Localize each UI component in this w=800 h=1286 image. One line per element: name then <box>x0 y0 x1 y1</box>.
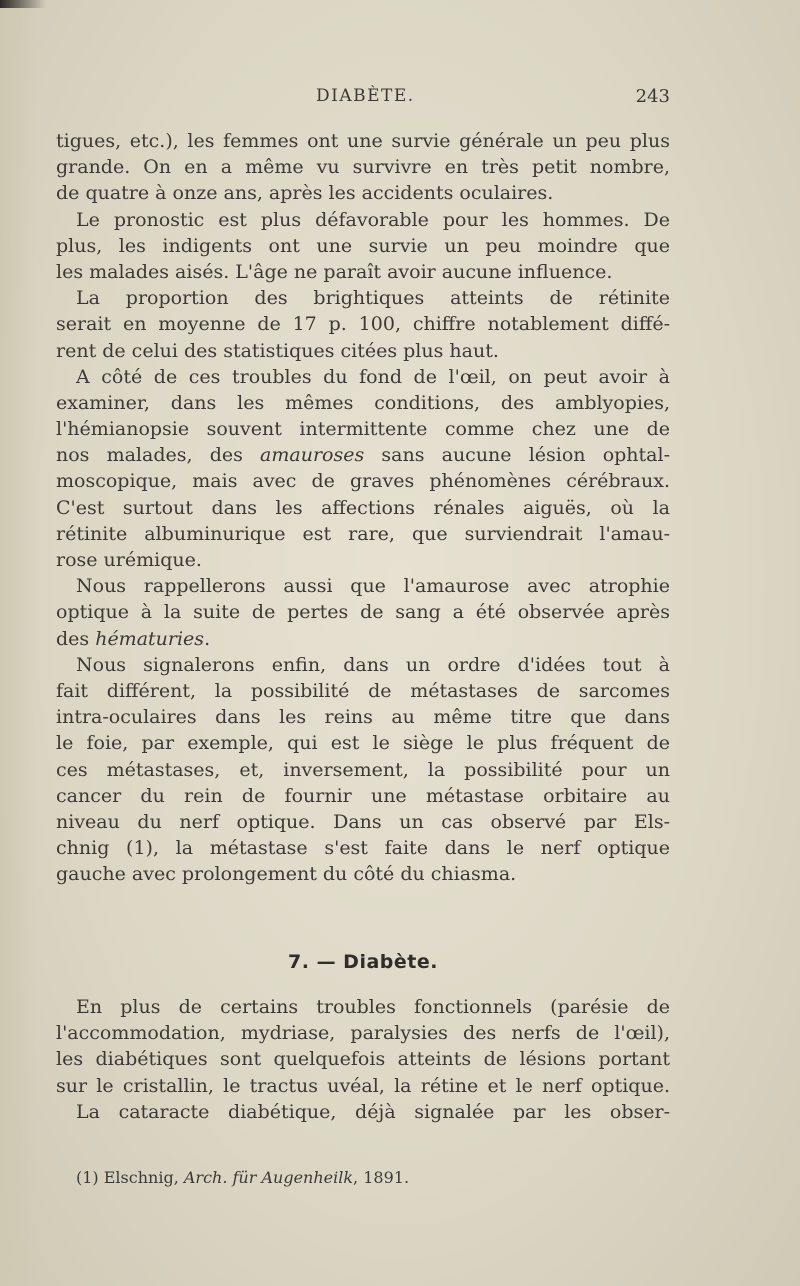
footnote <box>76 1168 409 1187</box>
text-segment: . <box>204 627 211 650</box>
text-line: intra-oculaires dans les reins au même titre que dans <box>56 706 670 729</box>
text-line: rétinite albuminurique est rare, que surviendrait l'amau- <box>56 522 670 545</box>
text-segment: des <box>56 627 96 650</box>
text-line: C'est surtout dans les affections rénales aiguës, où la <box>56 496 670 519</box>
section-heading: 7. — Diabète. <box>288 951 438 973</box>
italic-term: amauroses <box>260 444 365 467</box>
text-line <box>56 442 670 468</box>
body-text-section-diabete <box>56 994 670 1125</box>
text-line <box>56 626 670 652</box>
text-line: les malades aisés. L'âge ne paraît avoir aucune influence. <box>56 260 613 283</box>
text-line: La proportion des brightiques atteints de rétinite <box>76 287 670 310</box>
text-line: chnig (1), la métastase s'est faite dans le nerf optique <box>56 837 670 860</box>
text-line: optique à la suite de pertes de sang a été observée après <box>56 601 670 624</box>
text-line: La cataracte diabétique, déjà signalée par les obser- <box>76 1100 670 1123</box>
text-segment: nos malades, des <box>56 444 261 467</box>
text-line: A côté de ces troubles du fond de l'œil, on peut avoir à <box>76 365 670 388</box>
text-line: les diabétiques sont quelquefois atteints de lésions portant <box>56 1048 670 1071</box>
italic-term: hématuries <box>95 627 205 650</box>
text-line: fait différent, la possibilité de métastases de sarcomes <box>56 679 670 702</box>
text-line: de quatre à onze ans, après les accidents oculaires. <box>56 182 554 205</box>
running-title: DIABÈTE. <box>316 86 415 106</box>
footnote-marker: (1) Elschnig, <box>76 1168 184 1187</box>
text-line: sur le cristallin, le tractus uvéal, la rétine et le nerf optique. <box>56 1074 670 1097</box>
text-line: niveau du nerf optique. Dans un cas observé par Els- <box>56 810 670 833</box>
text-line: grande. On en a même vu survivre en très petit nombre, <box>56 156 670 179</box>
text-line: le foie, par exemple, qui est le siège le plus fréquent de <box>56 732 670 755</box>
text-line: serait en moyenne de 17 p. 100, chiffre notablement diffé- <box>56 313 670 336</box>
text-line: Le pronostic est plus défavorable pour les hommes. De <box>76 208 670 231</box>
text-segment: sans aucune lésion ophtal- <box>364 444 670 467</box>
text-line: moscopique, mais avec de graves phénomènes cérébraux. <box>56 470 670 493</box>
text-line: l'hémianopsie souvent intermittente comme chez une de <box>56 418 670 441</box>
text-line: En plus de certains troubles fonctionnels (parésie de <box>76 996 670 1018</box>
text-line: ces métastases, et, inversement, la possibilité pour un <box>56 758 670 781</box>
text-line: rent de celui des statistiques citées plus haut. <box>56 339 499 362</box>
footnote-rest: , 1891. <box>353 1168 410 1187</box>
corner-mark <box>0 0 46 8</box>
text-line: gauche avec prolongement du côté du chiasma. <box>56 863 517 886</box>
text-line: tigues, etc.), les femmes ont une survie générale un peu plus <box>56 130 670 152</box>
footnote-journal: Arch. für Augenheilk <box>183 1168 354 1187</box>
text-line: examiner, dans les mêmes conditions, des amblyopies, <box>56 391 670 414</box>
text-line: plus, les indigents ont une survie un peu moindre que <box>56 234 670 257</box>
page-number: 243 <box>635 86 670 107</box>
text-line: Nous rappellerons aussi que l'amaurose avec atrophie <box>76 575 670 598</box>
text-line: rose urémique. <box>56 549 202 571</box>
running-head <box>56 86 670 114</box>
page-edge-shadow <box>0 0 38 1286</box>
text-line: Nous signalerons enfin, dans un ordre d'idées tout à <box>76 653 670 676</box>
text-line: l'accommodation, mydriase, paralysies des nerfs de l'œil), <box>56 1022 670 1045</box>
body-text <box>56 128 670 887</box>
text-line: cancer du rein de fournir une métastase orbitaire au <box>56 784 670 807</box>
